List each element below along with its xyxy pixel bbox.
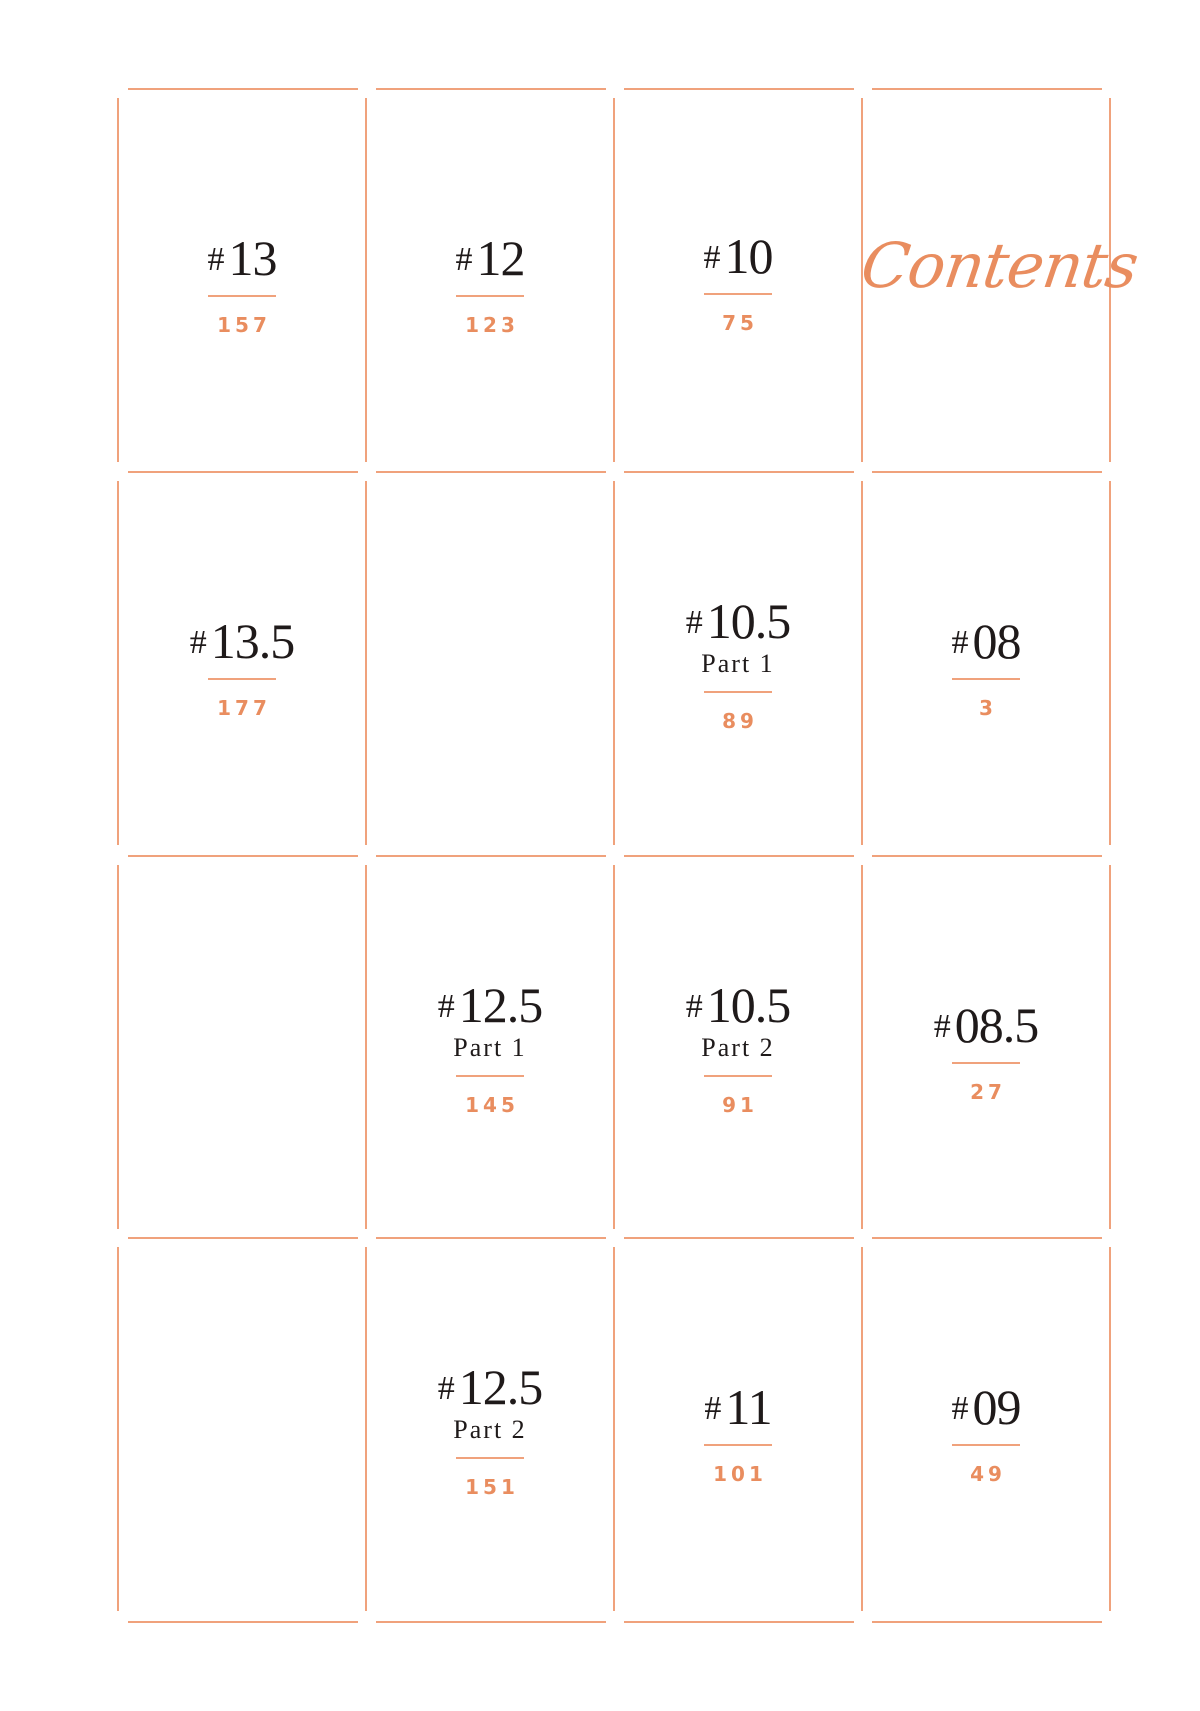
toc-cell-13-5 xyxy=(118,472,366,855)
toc-entry[interactable] xyxy=(614,593,862,733)
empty-cell xyxy=(118,1238,366,1621)
chapter-number: #09 xyxy=(951,1379,1021,1435)
page-number: 75 xyxy=(722,311,758,335)
grid-line xyxy=(128,1621,358,1623)
toc-entry[interactable] xyxy=(118,230,366,337)
toc-cell-08-5 xyxy=(862,856,1110,1239)
divider xyxy=(952,1444,1020,1446)
toc-entry[interactable] xyxy=(614,1379,862,1486)
toc-entry[interactable] xyxy=(862,613,1110,720)
toc-entry[interactable] xyxy=(614,228,862,335)
page-number: 123 xyxy=(465,313,519,337)
toc-cell-11 xyxy=(614,1238,862,1621)
grid-line xyxy=(872,1621,1102,1623)
page-number: 101 xyxy=(713,1462,767,1486)
page-number: 177 xyxy=(217,696,271,720)
page-number: 145 xyxy=(465,1092,519,1117)
part-label: Part 2 xyxy=(453,1415,527,1444)
toc-entry[interactable] xyxy=(366,977,614,1117)
divider xyxy=(208,295,276,297)
chapter-number: #08.5 xyxy=(933,997,1039,1053)
chapter-number: #13.5 xyxy=(189,613,295,669)
toc-entry[interactable] xyxy=(366,1359,614,1499)
empty-cell xyxy=(118,856,366,1239)
chapter-number: #12.5 xyxy=(437,1359,543,1415)
page-number: 89 xyxy=(722,708,758,733)
chapter-number: #12 xyxy=(455,230,525,286)
toc-cell-12 xyxy=(366,89,614,472)
divider xyxy=(704,691,772,693)
contents-title-cell xyxy=(856,89,1143,472)
chapter-number: #13 xyxy=(207,230,277,286)
divider xyxy=(952,678,1020,680)
toc-cell-12-5-part-1 xyxy=(366,856,614,1239)
toc-cell-10-5-part-1 xyxy=(614,472,862,855)
toc-cell-09 xyxy=(862,1238,1110,1621)
page-number: 49 xyxy=(970,1462,1006,1486)
divider xyxy=(456,1457,524,1459)
toc-cell-08 xyxy=(862,472,1110,855)
part-label: Part 1 xyxy=(453,1033,527,1062)
toc-entry[interactable] xyxy=(862,997,1110,1104)
chapter-number: #11 xyxy=(704,1379,772,1435)
divider xyxy=(456,1075,524,1077)
divider xyxy=(208,678,276,680)
toc-entry[interactable] xyxy=(118,613,366,720)
part-label: Part 2 xyxy=(701,1033,775,1062)
page-number: 157 xyxy=(217,313,271,337)
toc-cell-12-5-part-2 xyxy=(366,1238,614,1621)
chapter-number: #10.5 xyxy=(685,977,791,1033)
grid-line xyxy=(376,1621,606,1623)
toc-cell-13 xyxy=(118,89,366,472)
divider xyxy=(704,293,772,295)
page-number: 3 xyxy=(979,696,997,720)
toc-entry[interactable] xyxy=(862,1379,1110,1486)
part-label: Part 1 xyxy=(701,649,775,678)
chapter-number: #10.5 xyxy=(685,593,791,649)
contents-title: Contents xyxy=(856,229,1143,302)
divider xyxy=(704,1075,772,1077)
chapter-number: #08 xyxy=(951,613,1021,669)
empty-cell xyxy=(366,472,614,855)
chapter-number: #12.5 xyxy=(437,977,543,1033)
toc-cell-10-5-part-2 xyxy=(614,856,862,1239)
page-number: 151 xyxy=(465,1474,519,1499)
divider xyxy=(952,1062,1020,1064)
chapter-number: #10 xyxy=(703,228,773,284)
toc-entry[interactable] xyxy=(614,977,862,1117)
divider xyxy=(704,1444,772,1446)
toc-cell-10 xyxy=(614,89,862,472)
grid-line xyxy=(624,1621,854,1623)
divider xyxy=(456,295,524,297)
toc-entry[interactable] xyxy=(366,230,614,337)
page-number: 91 xyxy=(722,1092,758,1117)
page-number: 27 xyxy=(970,1080,1006,1104)
